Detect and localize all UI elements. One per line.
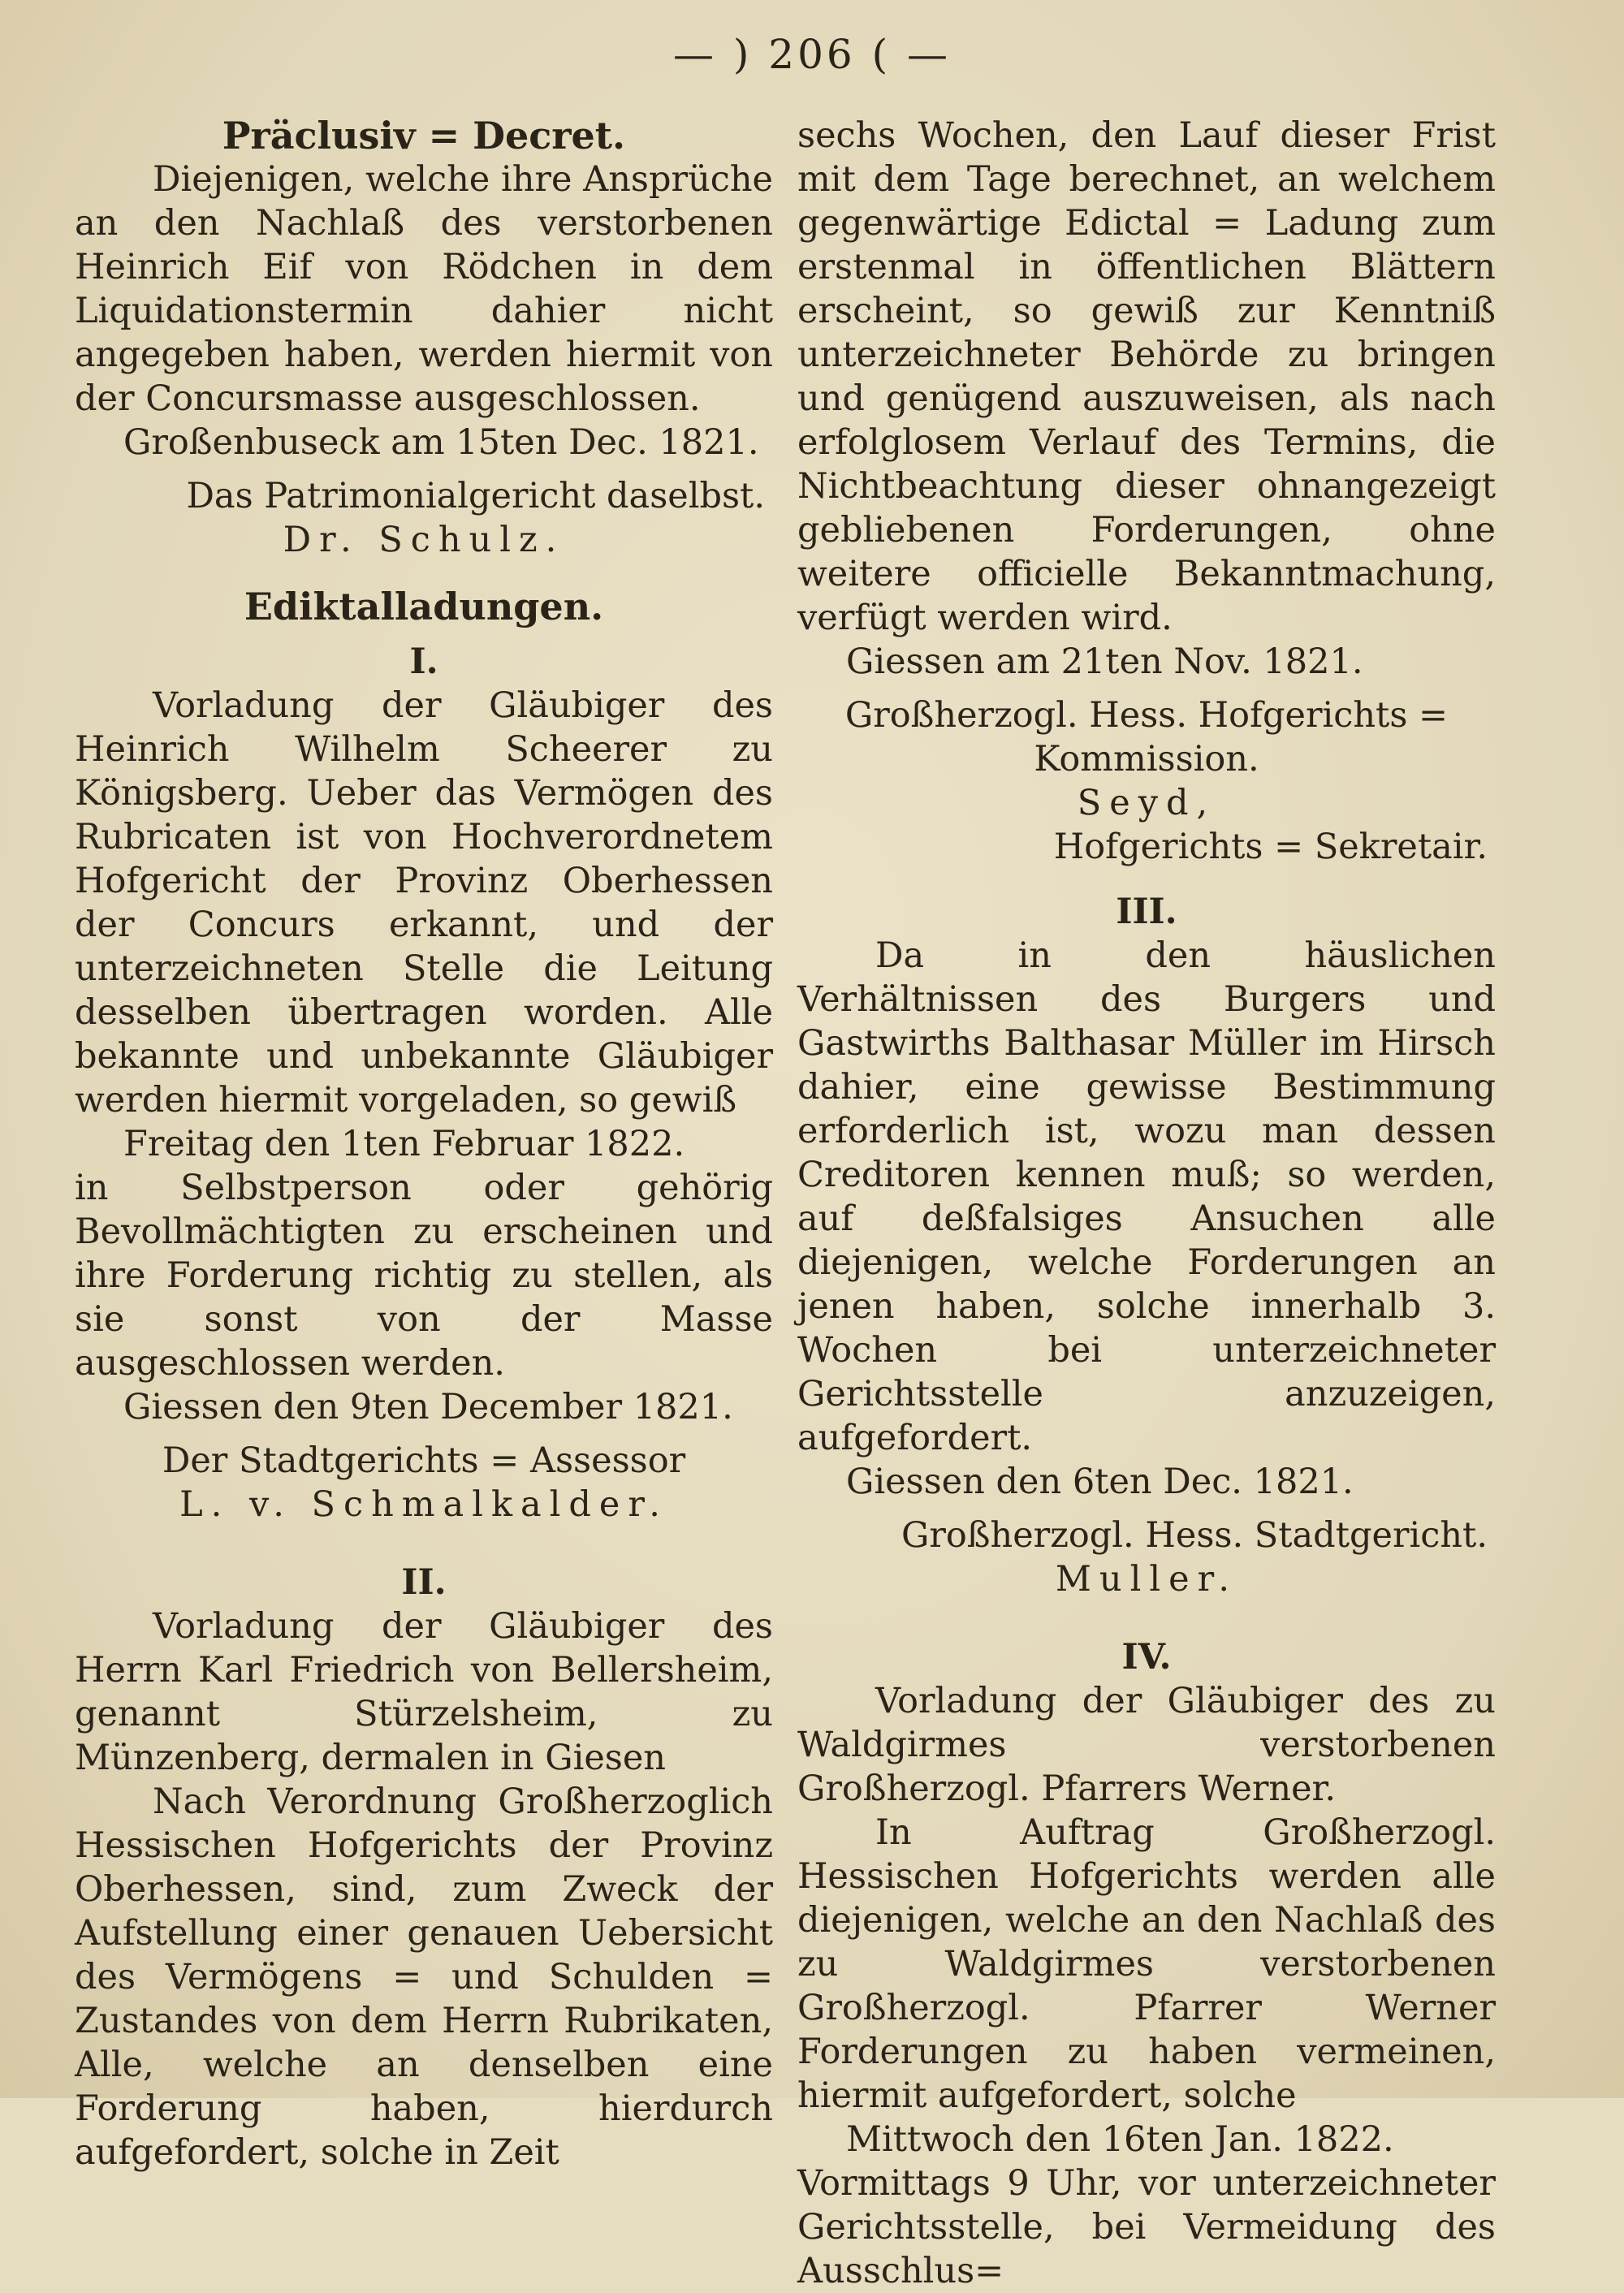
section-4-body3: Vormittags 9 Uhr, vor unterzeichneter Gerichtsstelle, bei Vermeidung des Ausschlus= <box>797 2163 1496 2291</box>
section-3-signature-name: Muller. <box>1055 1559 1238 1600</box>
section-2-body: Vorladung der Gläubiger des Herrn Karl Friedrich von Bellersheim, genannt Stürzelsheim, zu Münzenberg, dermalen in Giesen <box>75 1606 773 1778</box>
section-1-number: I. <box>409 641 438 682</box>
section-1-date: Giessen den 9ten December 1821. <box>123 1387 733 1427</box>
section-3-date: Giessen den 6ten Dec. 1821. <box>846 1462 1354 1502</box>
praeclusiv-signature-authority: Das Patrimonialgericht daselbst. <box>186 476 765 516</box>
section-2-number: II. <box>401 1562 447 1603</box>
praeclusiv-signature-name: Dr. Schulz. <box>283 520 565 560</box>
section-2-cont-signature-authority: Großherzogl. Hess. Hofgerichts = Kommission. <box>844 695 1449 779</box>
section-1-signature-title: Der Stadtgerichts = Assessor <box>162 1440 686 1481</box>
right-column <box>797 114 1496 2293</box>
section-2-cont-signature-title: Hofgerichts = Sekretair. <box>1053 827 1488 867</box>
section-4-body2: In Auftrag Großherzogl. Hessischen Hofgerichts werden alle diejenigen, welche an den Nachlaß des zu Waldgirmes verstorbenen Großherzogl. Pfarrer Werner Forderungen zu haben vermeinen, hiermit aufgefordert, solche <box>797 1812 1496 2116</box>
section-1-signature-name: L. v. Schmalkalder. <box>179 1484 668 1525</box>
praeclusiv-date: Großenbuseck am 15ten Dec. 1821. <box>123 422 759 463</box>
section-3-signature-authority: Großherzogl. Hess. Stadtgericht. <box>901 1515 1488 1556</box>
section-1-body: Vorladung der Gläubiger des Heinrich Wilhelm Scheerer zu Königsberg. Ueber das Vermögen des Rubricaten ist von Hochverordnetem Hofgericht der Provinz Oberhessen der Concurs erkannt, und der unterzeichneten Stelle die Leitung desselben übertragen worden. Alle bekannte und unbekannte Gläubiger werden hiermit vorgeladen, so gewiß <box>75 685 773 1121</box>
praeclusiv-title: Präclusiv = Decret. <box>222 114 626 158</box>
section-1-body2: in Selbstperson oder gehörig Bevollmächtigten zu erscheinen und ihre Forderung richtig zu stellen, als sie sonst von der Masse ausgeschlossen werden. <box>75 1168 773 1384</box>
section-4-number: IV. <box>1121 1637 1172 1678</box>
section-1-deadline: Freitag den 1ten Februar 1822. <box>123 1124 685 1164</box>
left-column <box>75 114 773 2174</box>
section-2-cont-date: Giessen am 21ten Nov. 1821. <box>846 641 1363 682</box>
section-3-number: III. <box>1116 892 1177 932</box>
section-4-body: Vorladung der Gläubiger des zu Waldgirmes verstorbenen Großherzogl. Pfarrers Werner. <box>797 1681 1496 1809</box>
section-3-body: Da in den häuslichen Verhältnissen des Burgers und Gastwirths Balthasar Müller im Hirsch dahier, eine gewisse Bestimmung erforderlich ist, wozu man dessen Creditoren kennen muß; so werden, auf deßfalsiges Ansuchen alle diejenigen, welche Forderungen an jenen haben, solche innerhalb 3. Wochen bei unterzeichneter Gerichtsstelle anzuzeigen, aufgefordert. <box>797 935 1496 1458</box>
section-4-deadline: Mittwoch den 16ten Jan. 1822. <box>846 2119 1394 2160</box>
section-2-cont-signature-name: Seyd, <box>1077 783 1216 823</box>
edikt-heading: Ediktalladungen. <box>244 585 604 628</box>
section-2-body2: Nach Verordnung Großherzoglich Hessischen Hofgerichts der Provinz Oberhessen, sind, zum Zweck der Aufstellung einer genauen Uebersicht des Vermögens = und Schulden = Zustandes von dem Herrn Rubrikaten, Alle, welche an denselben eine Forderung haben, hierdurch aufgefordert, solche in Zeit <box>75 1781 773 2173</box>
section-2-cont-body: sechs Wochen, den Lauf dieser Frist mit dem Tage berechnet, an welchem gegenwärtige Edictal = Ladung zum erstenmal in öffentlichen Blättern erscheint, so gewiß zur Kenntniß unterzeichneter Behörde zu bringen und genügend auszuweisen, als nach erfolglosem Verlauf des Termins, die Nichtbeachtung dieser ohnangezeigt gebliebenen Forderungen, ohne weitere officielle Bekanntmachung, verfügt werden wird. <box>797 115 1496 638</box>
page-number: — ) 206 ( — <box>672 31 952 78</box>
praeclusiv-body: Diejenigen, welche ihre Ansprüche an den Nachlaß des verstorbenen Heinrich Eif von Rödchen in dem Liquidationstermin dahier nicht angegeben haben, werden hiermit von der Concursmasse ausgeschlossen. <box>75 159 773 419</box>
